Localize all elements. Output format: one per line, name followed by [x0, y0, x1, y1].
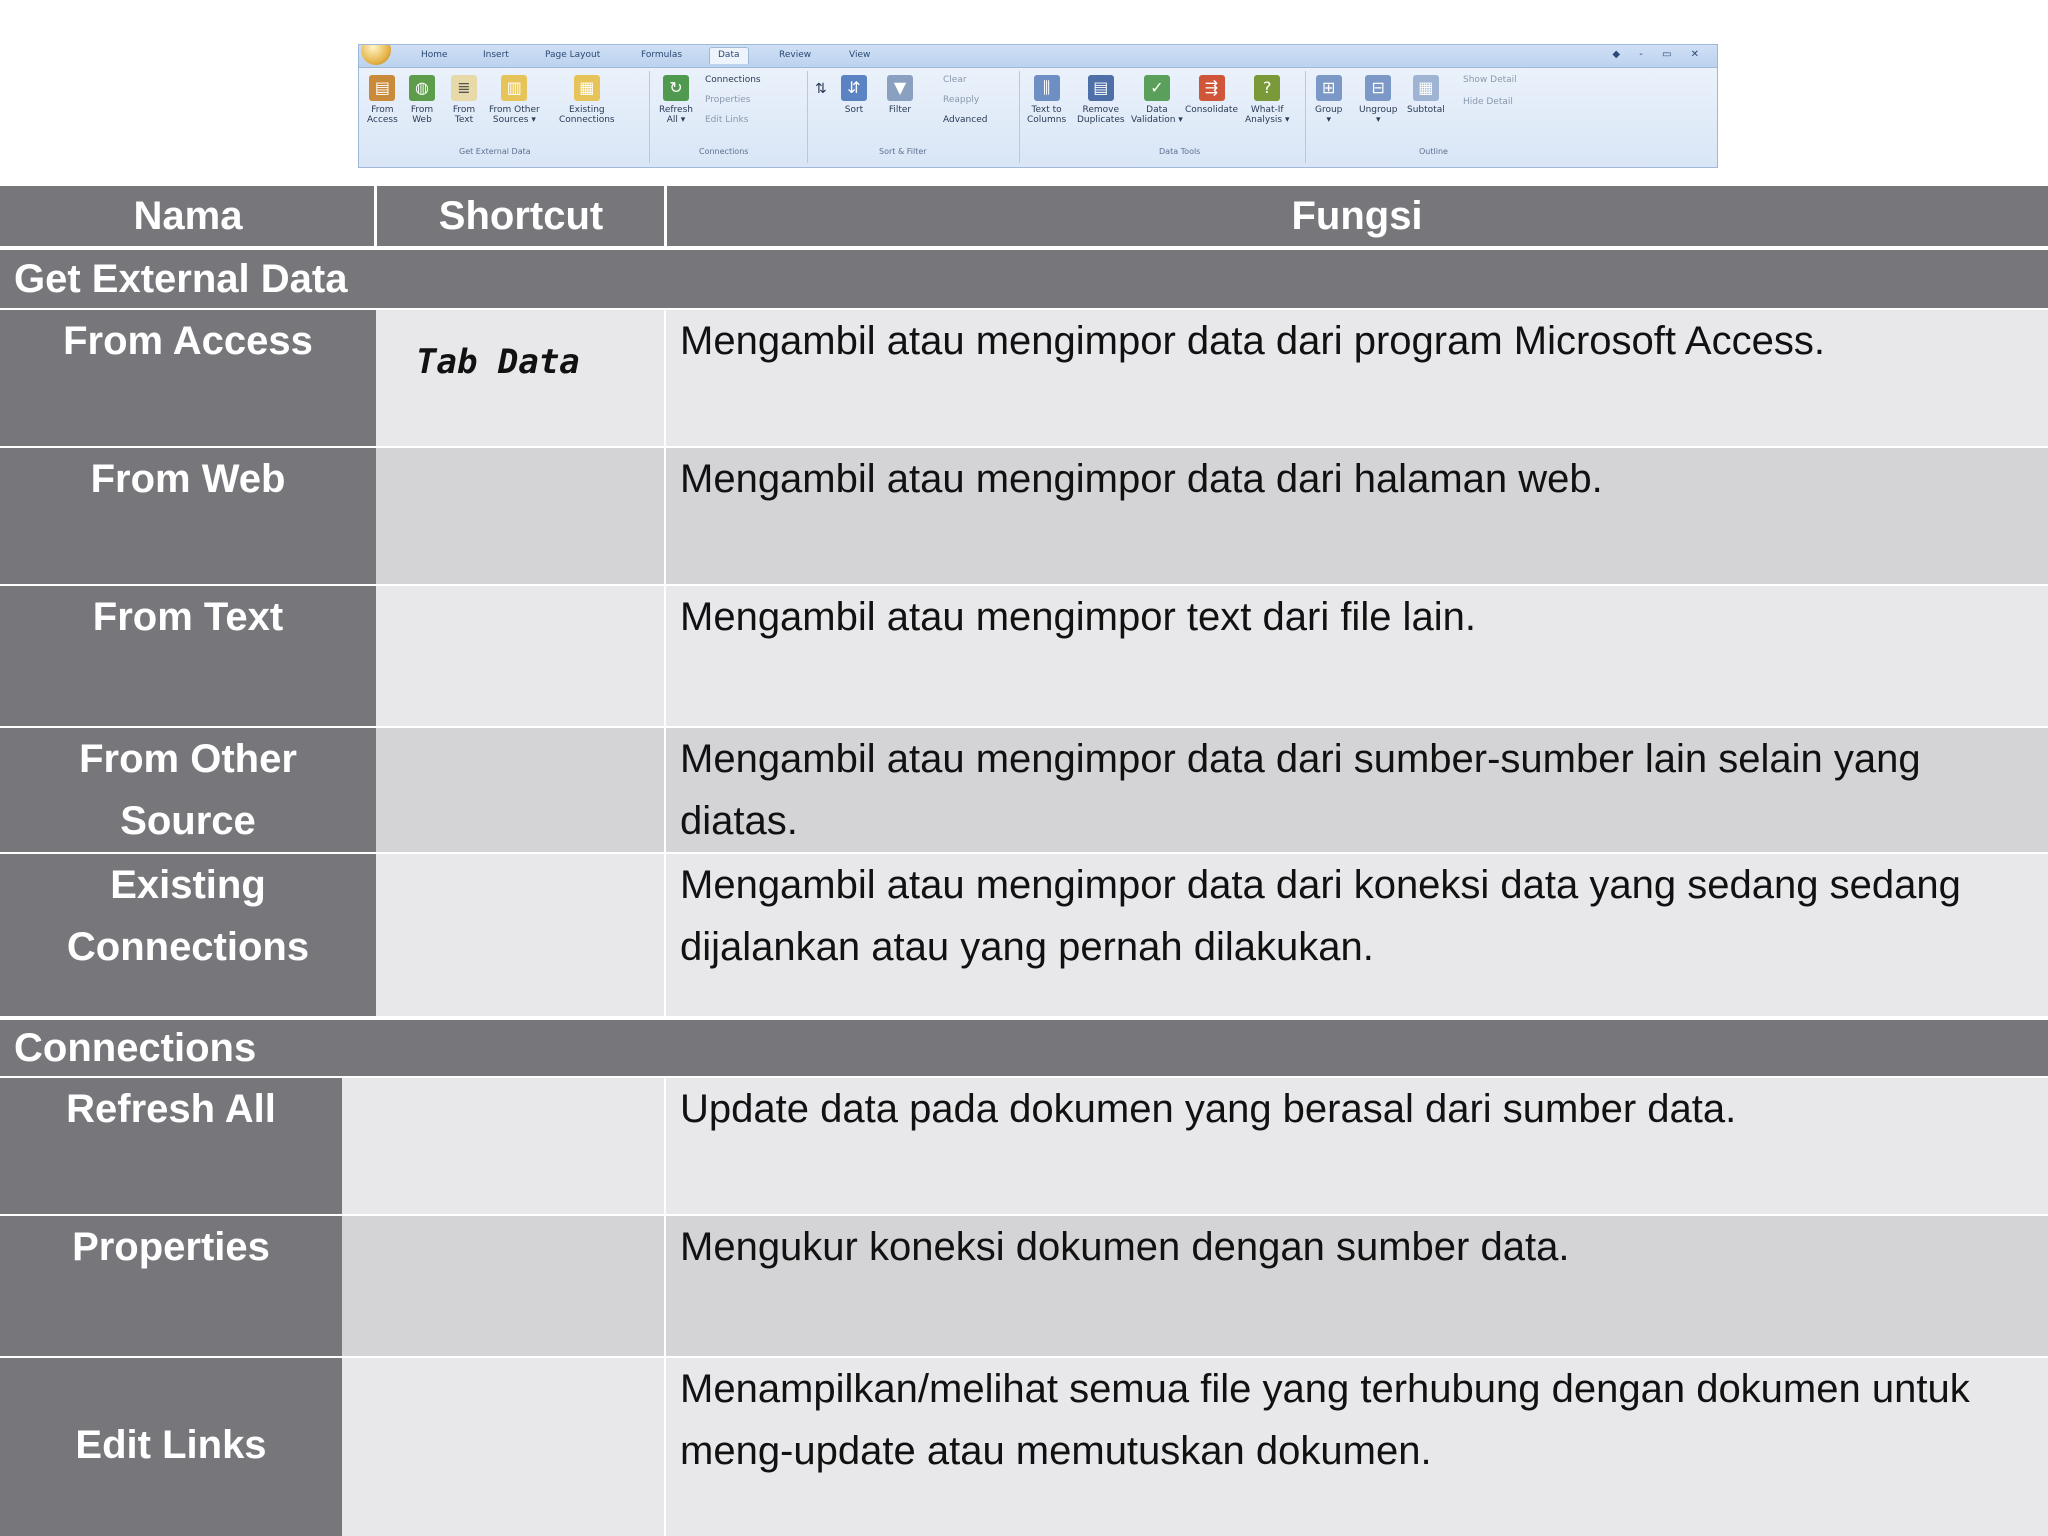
grid-line — [0, 1016, 2048, 1020]
row-shortcut-properties — [342, 1216, 666, 1356]
row-shortcut-existing-connections — [376, 854, 666, 1016]
remove-duplicates-icon: ▤ — [1088, 75, 1114, 101]
connections-button[interactable]: Connections — [705, 75, 761, 85]
sort-asc-icon[interactable]: ⇅ — [815, 81, 827, 97]
tab-data[interactable]: Data — [709, 47, 749, 64]
ungroup-icon: ⊟ — [1365, 75, 1391, 101]
grid-line — [0, 446, 2048, 448]
existing-connections-label: Existing Connections — [559, 105, 615, 125]
group-separator — [807, 71, 808, 163]
row-name-edit-links: Edit Links — [0, 1358, 342, 1536]
grid-line — [374, 186, 377, 246]
grid-line — [0, 246, 2048, 250]
sort-icon: ⇵ — [841, 75, 867, 101]
subtotal-icon: ▦ — [1413, 75, 1439, 101]
row-function-properties: Mengukur koneksi dokumen dengan sumber data. — [666, 1216, 2048, 1356]
tab-home[interactable]: Home — [421, 50, 448, 60]
window-controls[interactable]: ◆ - ▭ ✕ — [1612, 49, 1707, 60]
refresh-all-label: Refresh All ▾ — [659, 105, 693, 125]
section-connections: Connections — [0, 1020, 2048, 1076]
shortcut-tab-data: Tab Data — [416, 342, 580, 382]
text-to-columns-label: Text to Columns — [1027, 105, 1067, 125]
row-shortcut-from-web — [376, 448, 666, 584]
from-access-label: From Access — [367, 105, 398, 125]
advanced-button[interactable]: Advanced — [943, 115, 988, 125]
ribbon-tab-bar — [359, 45, 1717, 68]
excel-data-ribbon — [358, 44, 1718, 168]
row-name-from-other-source: From Other Source — [0, 728, 376, 852]
filter-label: Filter — [888, 105, 912, 115]
filter-icon: ▼ — [887, 75, 913, 101]
text-to-columns-button[interactable] — [1027, 75, 1066, 125]
tab-page-layout[interactable]: Page Layout — [545, 50, 601, 60]
tab-review[interactable]: Review — [779, 50, 812, 60]
data-validation-icon: ✓ — [1144, 75, 1170, 101]
ungroup-button[interactable] — [1359, 75, 1397, 125]
office-button-icon[interactable] — [361, 44, 391, 65]
consolidate-icon: ⇶ — [1199, 75, 1225, 101]
grid-line — [0, 1356, 2048, 1358]
edit-links-button[interactable]: Edit Links — [705, 115, 749, 125]
filter-button[interactable] — [887, 75, 913, 115]
tab-view[interactable]: View — [849, 50, 871, 60]
row-function-edit-links: Menampilkan/melihat semua file yang terhubung dengan dokumen untuk meng-update atau memutuskan dokumen. — [666, 1358, 2048, 1536]
row-name-from-access: From Access — [0, 310, 376, 446]
subtotal-button[interactable] — [1407, 75, 1445, 115]
row-shortcut-from-other-source — [376, 728, 666, 852]
sort-label: Sort — [844, 105, 864, 115]
from-other-sources-button[interactable] — [489, 75, 540, 125]
from-text-label: From Text — [452, 105, 476, 125]
text-to-columns-icon: ⫼ — [1034, 75, 1060, 101]
remove-duplicates-label: Remove Duplicates — [1077, 105, 1125, 125]
grid-line — [664, 186, 667, 246]
row-name-properties: Properties — [0, 1216, 342, 1356]
tab-formulas[interactable]: Formulas — [641, 50, 683, 60]
header-shortcut: Shortcut — [376, 186, 666, 246]
tab-insert[interactable]: Insert — [483, 50, 509, 60]
grid-line — [0, 584, 2048, 586]
group-get-external-data: Get External Data — [459, 147, 531, 156]
ungroup-label: Ungroup ▾ — [1359, 105, 1398, 125]
from-web-label: From Web — [410, 105, 434, 125]
row-function-from-other-source: Mengambil atau mengimpor data dari sumber-sumber lain selain yang diatas. — [666, 728, 2048, 852]
group-data-tools: Data Tools — [1159, 147, 1201, 156]
grid-line — [0, 1214, 2048, 1216]
group-separator — [1305, 71, 1306, 163]
grid-line — [0, 726, 2048, 728]
what-if-label: What-If Analysis ▾ — [1245, 105, 1290, 125]
sort-button[interactable] — [841, 75, 867, 115]
from-text-button[interactable] — [451, 75, 477, 125]
group-sort-filter: Sort & Filter — [879, 147, 927, 156]
row-function-from-text: Mengambil atau mengimpor text dari file lain. — [666, 586, 2048, 726]
row-shortcut-edit-links — [342, 1358, 666, 1536]
grid-line — [664, 310, 666, 1016]
refresh-all-button[interactable] — [659, 75, 693, 125]
row-function-from-web: Mengambil atau mengimpor data dari halaman web. — [666, 448, 2048, 584]
row-function-refresh-all: Update data pada dokumen yang berasal dari sumber data. — [666, 1078, 2048, 1214]
what-if-analysis-button[interactable] — [1245, 75, 1289, 125]
row-name-from-text: From Text — [0, 586, 376, 726]
existing-connections-button[interactable] — [559, 75, 615, 125]
group-connections: Connections — [699, 147, 749, 156]
row-function-from-access: Mengambil atau mengimpor data dari program Microsoft Access. — [666, 310, 2048, 446]
grid-line — [0, 852, 2048, 854]
access-icon: ▤ — [369, 75, 395, 101]
properties-button[interactable]: Properties — [705, 95, 751, 105]
web-icon: ◍ — [409, 75, 435, 101]
grid-line — [0, 308, 2048, 310]
group-label: Group ▾ — [1315, 105, 1343, 125]
data-validation-button[interactable] — [1131, 75, 1183, 125]
data-tab-table — [0, 186, 2048, 1536]
row-shortcut-from-text — [376, 586, 666, 726]
group-button[interactable] — [1315, 75, 1342, 125]
row-function-existing-connections: Mengambil atau mengimpor data dari koneksi data yang sedang sedang dijalankan atau yang pernah dilakukan. — [666, 854, 2048, 1016]
from-access-button[interactable] — [367, 75, 398, 125]
data-validation-label: Data Validation ▾ — [1131, 105, 1183, 125]
show-detail-button[interactable]: Show Detail — [1463, 75, 1517, 85]
header-fungsi: Fungsi — [666, 186, 2048, 246]
grid-line — [664, 1078, 666, 1536]
from-web-button[interactable] — [409, 75, 435, 125]
group-icon: ⊞ — [1316, 75, 1342, 101]
row-name-existing-connections: Existing Connections — [0, 854, 376, 1016]
from-other-sources-label: From Other Sources ▾ — [489, 105, 540, 125]
row-shortcut-refresh-all — [342, 1078, 666, 1214]
consolidate-label: Consolidate — [1185, 105, 1238, 115]
reapply-button[interactable]: Reapply — [943, 95, 980, 105]
grid-line — [0, 1076, 2048, 1078]
group-separator — [1019, 71, 1020, 163]
remove-duplicates-button[interactable] — [1077, 75, 1125, 125]
group-separator — [649, 71, 650, 163]
row-shortcut-from-access — [376, 310, 666, 446]
database-icon: ▥ — [501, 75, 527, 101]
refresh-icon: ↻ — [663, 75, 689, 101]
header-nama: Nama — [0, 186, 376, 246]
subtotal-label: Subtotal — [1407, 105, 1445, 115]
connections-file-icon: ▦ — [574, 75, 600, 101]
consolidate-button[interactable] — [1185, 75, 1238, 115]
text-file-icon: ≣ — [451, 75, 477, 101]
group-outline: Outline — [1419, 147, 1448, 156]
row-name-refresh-all: Refresh All — [0, 1078, 342, 1214]
hide-detail-button[interactable]: Hide Detail — [1463, 97, 1513, 107]
section-get-external-data: Get External Data — [0, 250, 2048, 308]
clear-button[interactable]: Clear — [943, 75, 967, 85]
what-if-icon: ? — [1254, 75, 1280, 101]
row-name-from-web: From Web — [0, 448, 376, 584]
